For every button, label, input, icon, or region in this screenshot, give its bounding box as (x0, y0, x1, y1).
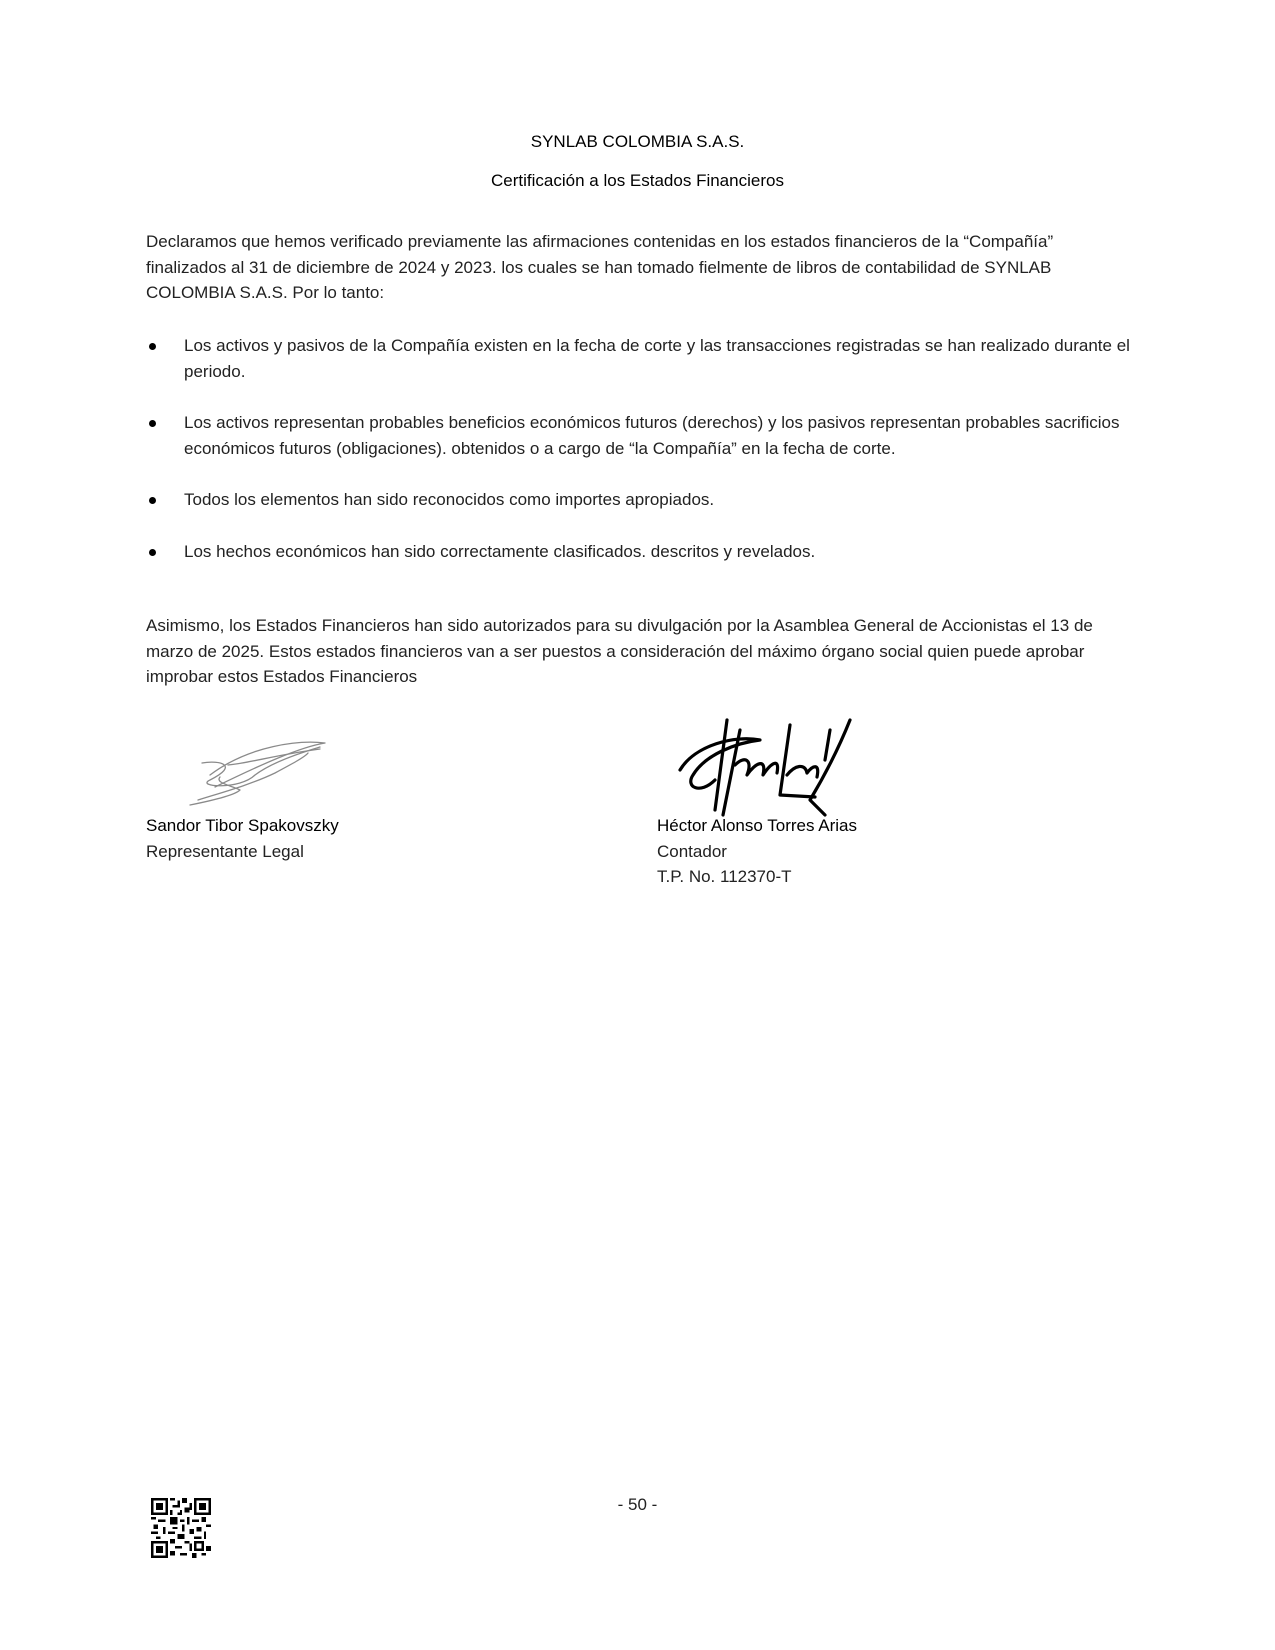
bullet-icon (149, 343, 156, 350)
list-item (146, 333, 1131, 384)
company-name: SYNLAB COLOMBIA S.A.S. (530, 132, 745, 151)
signer-role: Contador (657, 841, 727, 861)
signature-left-image (180, 735, 330, 810)
bullet-icon (149, 497, 156, 504)
signer-name: Héctor Alonso Torres Arias (657, 816, 857, 835)
signer-right (657, 813, 857, 890)
list-item-text: Los hechos económicos han sido correctamente clasificados. descritos y revelados. (184, 541, 816, 561)
page-number: - 50 - (617, 1495, 658, 1514)
list-item-text: Todos los elementos han sido reconocidos como importes apropiados. (184, 490, 715, 509)
professional-card-number: T.P. No. 112370-T (657, 867, 792, 886)
list-item (146, 410, 1131, 461)
bullet-icon (149, 420, 156, 427)
signer-role: Representante Legal (146, 841, 304, 861)
list-item (146, 539, 1131, 565)
assertion-list (146, 333, 1131, 564)
signer-name: Sandor Tibor Spakovszky (146, 816, 339, 835)
list-item-text: Los activos representan probables beneficios económicos futuros (derechos) y los pasivos representan probables sacrificios económicos futuros (obligaciones). obtenidos o a cargo de “la Compañía” en la fecha de corte. (184, 413, 1120, 458)
signer-left (146, 813, 339, 864)
closing-paragraph: Asimismo, los Estados Financieros han sido autorizados para su divulgación por la Asamblea General de Accionistas el 13 de marzo de 2025. Estos estados financieros van a ser puestos a consideración del máximo órgano social quien puede aprobar improbar estos Estados Financieros (146, 616, 1093, 686)
list-item-text: Los activos y pasivos de la Compañía existen en la fecha de corte y las transacciones registradas se han realizado durante el periodo. (184, 336, 1130, 381)
list-item (146, 487, 1131, 513)
bullet-icon (149, 549, 156, 556)
document-title: Certificación a los Estados Financieros (491, 171, 784, 190)
intro-paragraph: Declaramos que hemos verificado previamente las afirmaciones contenidas en los estados financieros de la “Compañía” finalizados al 31 de diciembre de 2024 y 2023. los cuales se han tomado fielmente de libros de contabilidad de SYNLAB COLOMBIA S.A.S. Por lo tanto: (146, 232, 1054, 302)
